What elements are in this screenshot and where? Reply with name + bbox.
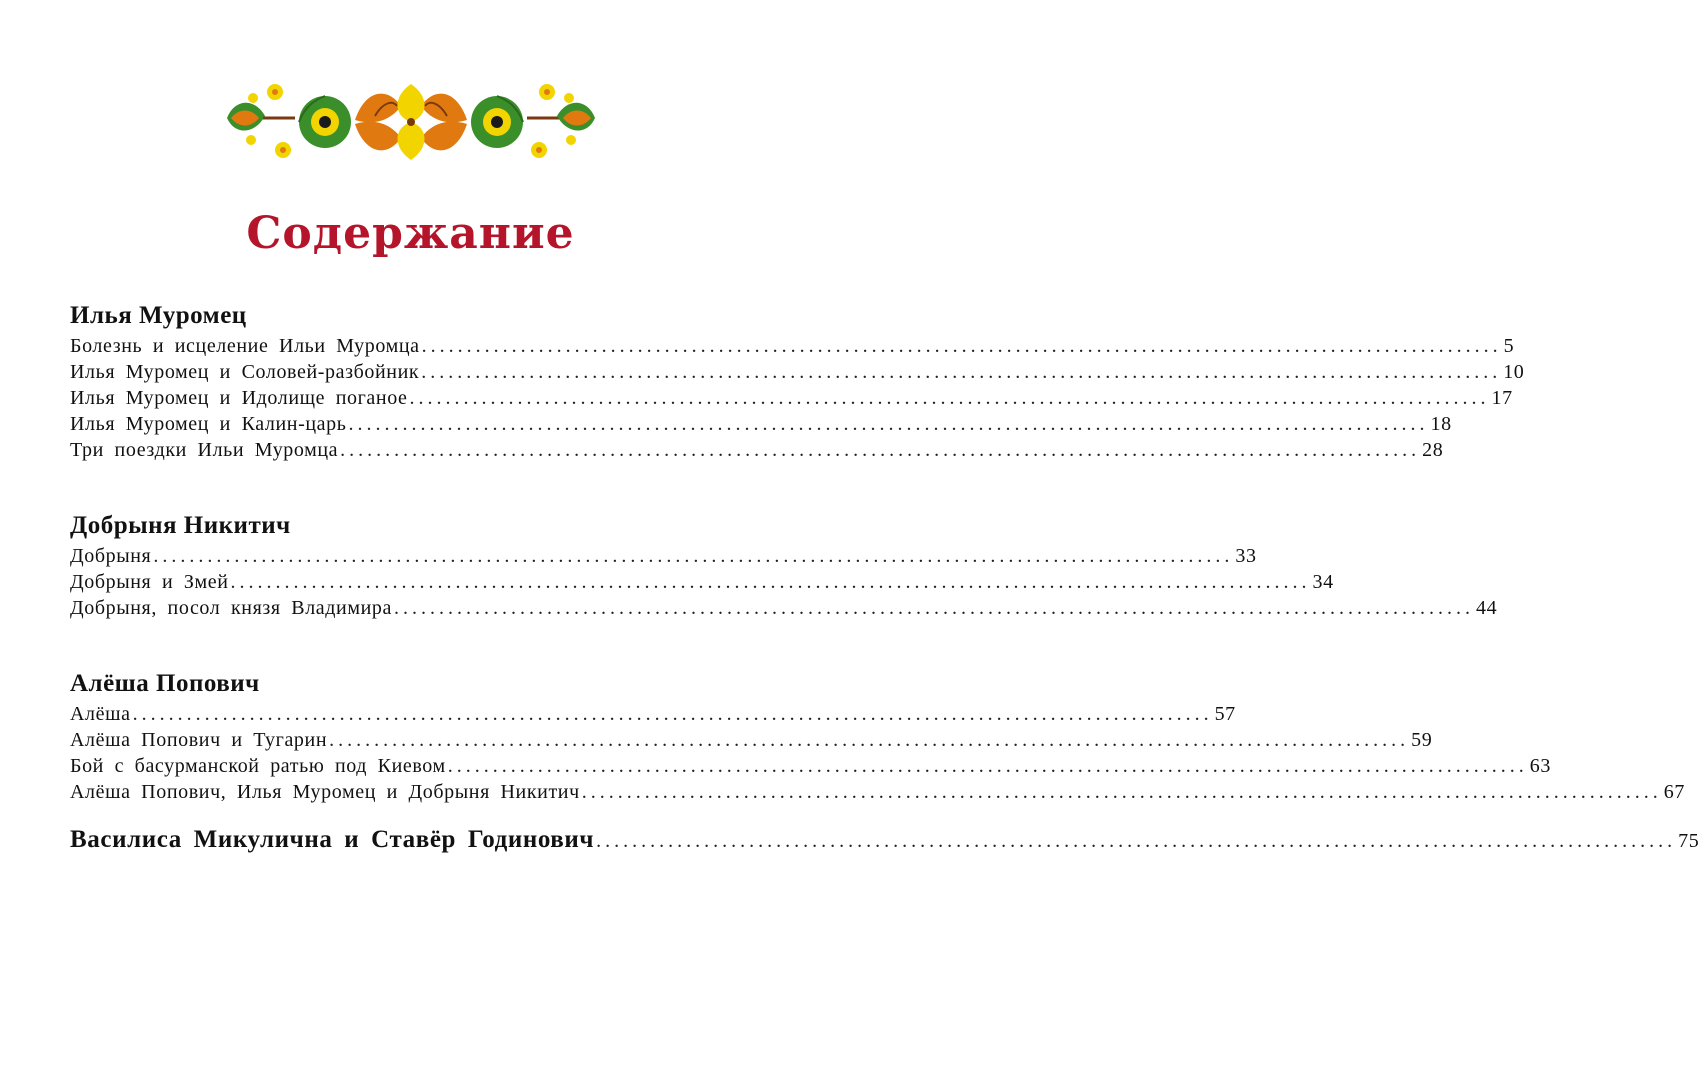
right-tulip-icon <box>557 103 595 131</box>
entry-title: Алёша Попович, Илья Муромец и Добрыня Никитич <box>70 781 580 803</box>
entry-page: 75 <box>1678 830 1699 852</box>
left-tulip-icon <box>227 103 265 131</box>
entry-page: 10 <box>1503 361 1525 383</box>
entry-title: Василиса Микулична и Ставёр Годинович <box>70 826 595 853</box>
entry-page: 57 <box>1214 703 1236 725</box>
toc-entry[interactable] <box>70 439 1444 465</box>
entry-page: 33 <box>1235 545 1257 567</box>
toc-entry[interactable] <box>70 387 1513 413</box>
section-heading: Илья Муромец <box>70 302 247 329</box>
dot-leader: ........................................................................................................................ <box>132 703 1213 725</box>
toc-entry[interactable] <box>70 729 1433 755</box>
dot-leader: ........................................................................................................................ <box>230 571 1311 593</box>
toc-entry[interactable] <box>70 781 1685 807</box>
section-heading: Добрыня Никитич <box>70 512 291 539</box>
dot-leader: ........................................................................................................................ <box>329 729 1410 751</box>
dot-leader: ........................................................................................................................ <box>348 413 1429 435</box>
dot-leader: ........................................................................................................................ <box>393 597 1474 619</box>
entry-title: Илья Муромец и Соловей-разбойник <box>70 361 420 383</box>
toc-entry[interactable] <box>70 545 1257 571</box>
dot-leader: ........................................................................................................................ <box>447 755 1528 777</box>
dot-leader: ........................................................................................................................ <box>421 335 1502 357</box>
toc-entry[interactable] <box>70 755 1551 781</box>
section-heading: Алёша Попович <box>70 670 260 697</box>
dot-leader: ........................................................................................................................ <box>421 361 1502 383</box>
toc-entry[interactable] <box>70 361 1525 387</box>
entry-title: Илья Муромец и Калин-царь <box>70 413 347 435</box>
toc-entry[interactable] <box>70 571 1334 597</box>
entry-title: Алёша Попович и Тугарин <box>70 729 328 751</box>
center-yellow-motif <box>398 84 425 160</box>
entry-title: Алёша <box>70 703 131 725</box>
dot-leader: ........................................................................................................................ <box>581 781 1662 803</box>
entry-title: Добрыня <box>70 545 152 567</box>
toc-entry[interactable] <box>70 703 1236 729</box>
entry-page: 28 <box>1422 439 1444 461</box>
entry-page: 5 <box>1503 335 1515 357</box>
entry-page: 67 <box>1663 781 1685 803</box>
dot-leader: ........................................................................................................................ <box>596 830 1677 852</box>
dot-leader: ........................................................................................................................ <box>409 387 1490 409</box>
toc-entry[interactable] <box>70 413 1452 439</box>
entry-title: Добрыня, посол князя Владимира <box>70 597 392 619</box>
entry-page: 17 <box>1491 387 1513 409</box>
toc-entry-final[interactable] <box>70 826 1699 858</box>
page-title: Содержание <box>246 208 575 259</box>
left-green-flower <box>299 96 351 148</box>
entry-page: 59 <box>1411 729 1433 751</box>
right-green-flower <box>471 96 523 148</box>
entry-title: Болезнь и исцеление Ильи Муромца <box>70 335 420 357</box>
entry-page: 44 <box>1475 597 1498 619</box>
entry-page: 34 <box>1312 571 1334 593</box>
entry-title: Бой с басурманской ратью под Киевом <box>70 755 446 777</box>
entry-title: Илья Муромец и Идолище поганое <box>70 387 408 409</box>
folk-ornament <box>225 76 597 166</box>
toc-entry[interactable] <box>70 335 1515 361</box>
entry-page: 63 <box>1529 755 1551 777</box>
dot-leader: ........................................................................................................................ <box>340 439 1421 461</box>
dot-leader: ........................................................................................................................ <box>153 545 1234 567</box>
entry-title: Добрыня и Змей <box>70 571 229 593</box>
entry-title: Три поездки Ильи Муромца <box>70 439 339 461</box>
toc-entry[interactable] <box>70 597 1498 623</box>
entry-page: 18 <box>1430 413 1452 435</box>
